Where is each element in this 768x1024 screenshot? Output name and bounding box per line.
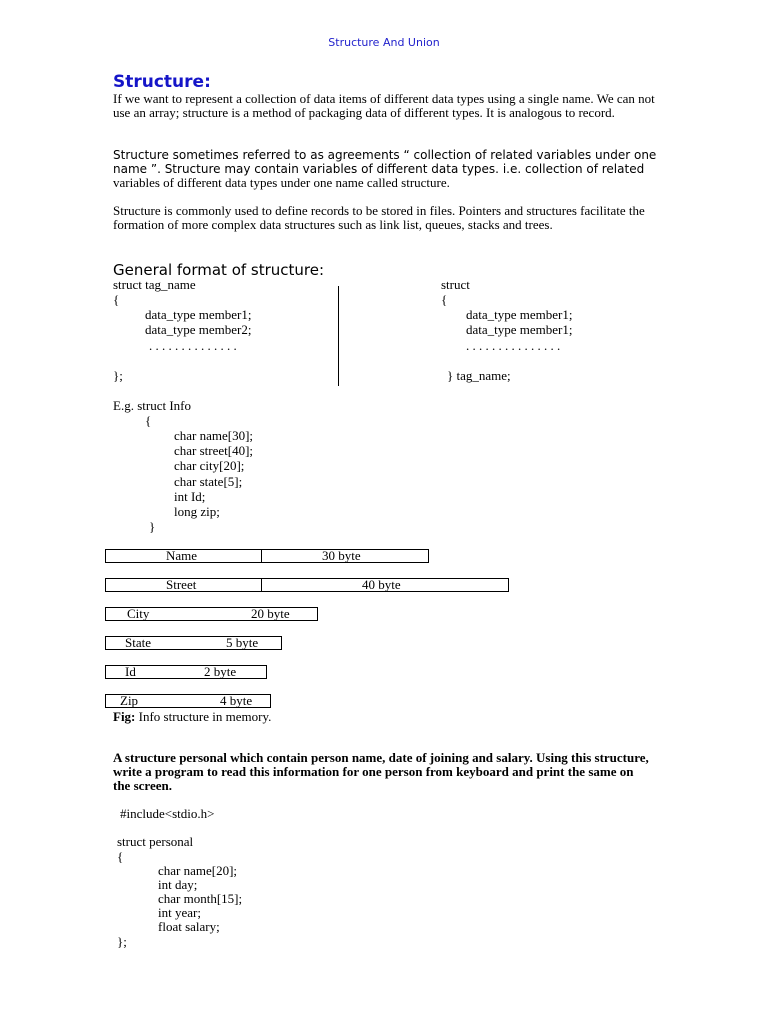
format-left-line-4: data_type member2; [145, 322, 252, 337]
format-right-line-6: } tag_name; [447, 368, 511, 383]
memory-box-street [105, 578, 509, 592]
example-line-7: int Id; [174, 489, 206, 504]
general-format-heading: General format of structure: [113, 261, 325, 279]
format-right-line-2: { [441, 292, 448, 307]
example-line-1: E.g. struct Info [113, 398, 191, 413]
memory-box-street-label: Street [166, 577, 197, 592]
intro-paragraph: If we want to represent a collection of data items of different data types using a single name. We can not use an array; structure is a method of packaging data of different types. It is analogous to record. [113, 91, 655, 120]
code-line-2: struct personal [117, 834, 194, 849]
example-line-5: char city[20]; [174, 458, 245, 473]
example-line-4: char street[40]; [174, 443, 254, 458]
example-line-9: } [149, 519, 156, 534]
memory-box-id [105, 665, 267, 679]
memory-box-name [105, 549, 429, 563]
memory-box-name-label: Name [166, 548, 198, 563]
format-right-line-1: struct [441, 277, 470, 292]
code-line-3: { [117, 849, 124, 864]
code-line-1: #include<stdio.h> [120, 806, 215, 821]
figure-label: Fig: [113, 709, 136, 724]
figure-caption [113, 710, 271, 724]
page-header: Structure And Union [328, 36, 440, 49]
example-line-8: long zip; [174, 504, 220, 519]
example-line-3: char name[30]; [174, 428, 254, 443]
problem-statement: A structure personal which contain person name, date of joining and salary. Using this structure, write a program to read this information for one person from keyboard and print the same on the screen. [113, 750, 649, 793]
memory-box-city [105, 607, 318, 621]
format-left-line-1: struct tag_name [113, 277, 196, 292]
format-divider [338, 286, 339, 386]
memory-box-zip [105, 694, 271, 708]
paragraph-2-line-2: name ”. Structure may contain variables of different data types. i.e. collection of related [113, 162, 645, 176]
code-line-5: int day; [158, 877, 198, 892]
memory-box-zip-size: 4 byte [220, 693, 253, 708]
paragraph-2-line-3: variables of different data types under one name called structure. [113, 175, 450, 190]
memory-box-divider [261, 549, 262, 563]
memory-box-street-size: 40 byte [362, 577, 401, 592]
memory-box-state [105, 636, 282, 650]
format-left-line-3: data_type member1; [145, 307, 252, 322]
memory-box-name-size: 30 byte [322, 548, 361, 563]
example-line-6: char state[5]; [174, 474, 243, 489]
format-left-line-2: { [113, 292, 120, 307]
memory-box-city-label: City [127, 606, 150, 621]
format-left-line-5: . . . . . . . . . . . . . . [149, 338, 237, 353]
memory-box-state-size: 5 byte [226, 635, 259, 650]
memory-box-zip-label: Zip [120, 693, 139, 708]
format-right-line-4: data_type member1; [466, 322, 573, 337]
memory-box-city-size: 20 byte [251, 606, 290, 621]
code-line-4: char name[20]; [158, 863, 238, 878]
memory-box-state-label: State [125, 635, 151, 650]
paragraph-2-line-1: Structure sometimes referred to as agreements “ collection of related variables under one [113, 148, 657, 162]
figure-caption-text: Info structure in memory. [135, 709, 272, 724]
code-line-6: char month[15]; [158, 891, 243, 906]
example-line-2: { [145, 413, 152, 428]
code-line-8: float salary; [158, 919, 220, 934]
section-heading: Structure: [113, 72, 211, 92]
format-right-line-3: data_type member1; [466, 307, 573, 322]
format-left-line-6: }; [113, 368, 123, 383]
memory-box-id-label: Id [125, 664, 136, 679]
memory-box-id-size: 2 byte [204, 664, 237, 679]
format-right-line-5: . . . . . . . . . . . . . . . [466, 338, 561, 353]
code-line-9: }; [117, 934, 127, 949]
memory-box-divider [261, 578, 262, 592]
paragraph-3: Structure is commonly used to define records to be stored in files. Pointers and structures facilitate the formation of more complex data structures such as link list, queues, stacks and trees. [113, 203, 645, 232]
code-line-7: int year; [158, 905, 201, 920]
